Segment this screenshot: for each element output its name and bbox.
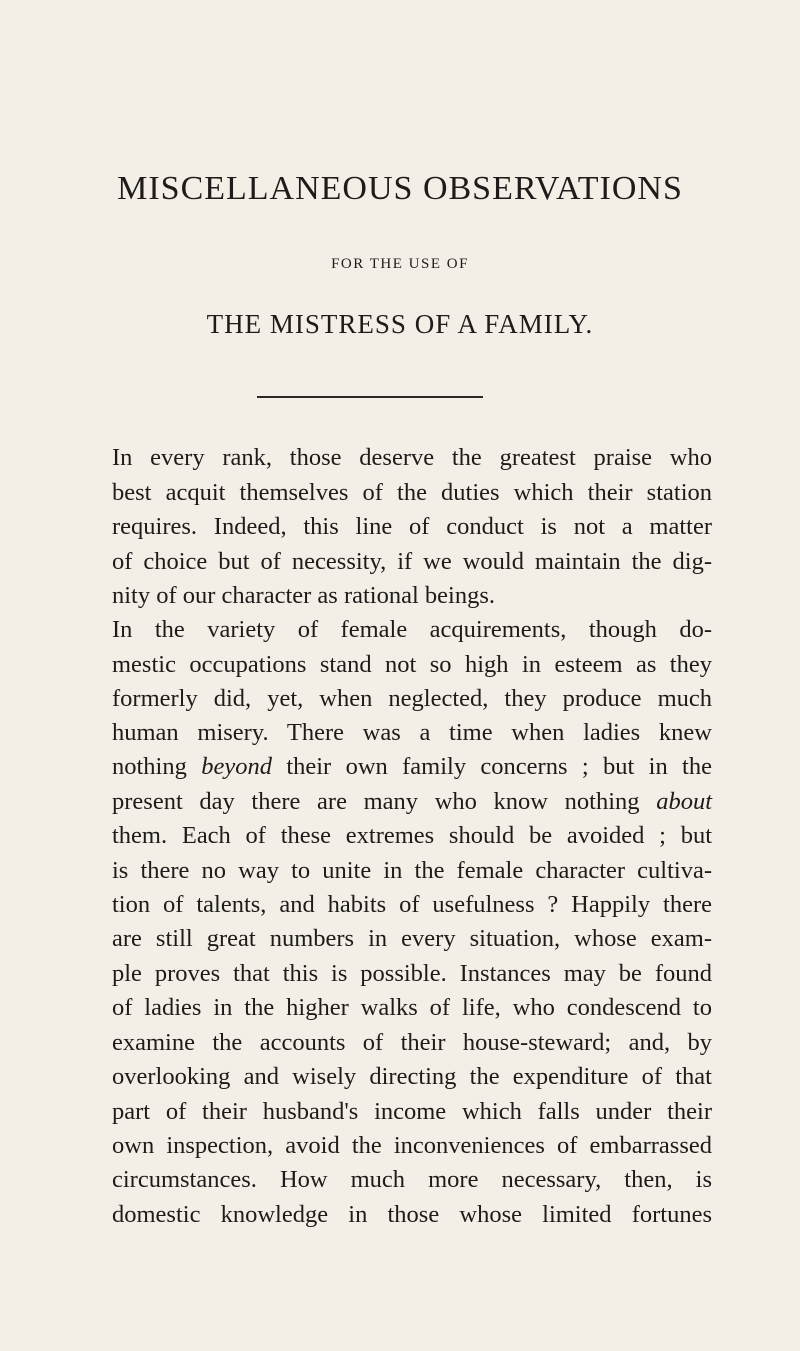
text-run: present day there are many who know nothing xyxy=(112,788,657,815)
text-run: their own family concerns ; but in the xyxy=(271,753,712,780)
text-line: mestic occupations stand not so high in esteem as they xyxy=(112,651,712,678)
emphasis-beyond: beyond xyxy=(201,753,272,780)
text-line: human misery. There was a time when ladies knew xyxy=(112,719,712,746)
title-divider xyxy=(257,396,483,398)
text-line: In the variety of female acquirements, though do- xyxy=(112,616,712,643)
section-heading: THE MISTRESS OF A FAMILY. xyxy=(206,309,594,339)
text-line: formerly did, yet, when neglected, they produce much xyxy=(112,685,712,712)
text-line: requires. Indeed, this line of conduct is not a matter xyxy=(112,513,712,540)
text-line: them. Each of these extremes should be avoided ; but xyxy=(112,822,712,849)
text-line: is there no way to unite in the female character cultiva- xyxy=(112,857,712,884)
text-line: circumstances. How much more necessary, then, is xyxy=(112,1166,712,1193)
text-line: nity of our character as rational beings. xyxy=(112,582,496,609)
text-line: In every rank, those deserve the greatest praise who xyxy=(112,444,712,471)
text-line: of choice but of necessity, if we would maintain the dig- xyxy=(112,548,712,575)
text-line: overlooking and wisely directing the expenditure of that xyxy=(112,1063,712,1090)
text-run: nothing xyxy=(112,753,202,780)
text-line: part of their husband's income which falls under their xyxy=(112,1098,712,1125)
text-line: best acquit themselves of the duties which their station xyxy=(112,479,712,506)
text-line: are still great numbers in every situation, whose exam- xyxy=(112,925,712,952)
text-line: examine the accounts of their house-steward; and, by xyxy=(112,1029,712,1056)
text-line: ple proves that this is possible. Instances may be found xyxy=(112,960,712,987)
text-line xyxy=(112,787,712,817)
emphasis-about: about xyxy=(656,788,712,815)
text-line xyxy=(112,752,712,782)
text-line: of ladies in the higher walks of life, who condescend to xyxy=(112,994,712,1021)
page-title: MISCELLANEOUS OBSERVATIONS xyxy=(117,170,683,207)
page-subtitle: FOR THE USE OF xyxy=(331,256,469,272)
text-line: domestic knowledge in those whose limited fortunes xyxy=(112,1201,712,1228)
text-line: own inspection, avoid the inconveniences of embarrassed xyxy=(112,1132,712,1159)
text-line: tion of talents, and habits of usefulness ? Happily there xyxy=(112,891,712,918)
